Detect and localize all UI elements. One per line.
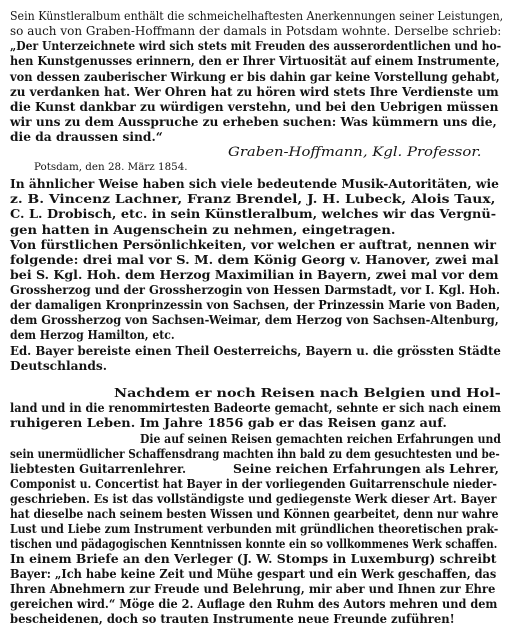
text-line: In einem Briefe an den Verleger (J. W. Stomps in Luxemburg) schreibt — [10, 552, 497, 566]
text-line: In ähnlicher Weise haben sich viele bedeutende Musik-Autoritäten, wie — [10, 177, 499, 191]
text-line: gen hatten in Augenschein zu nehmen, eingetragen. — [10, 223, 396, 237]
text-line: wir uns zu dem Ausspruche zu erheben suchen: Was kümmern uns die, — [10, 114, 497, 129]
text-line: Seine reichen Erfahrungen als Lehrer, — [233, 462, 499, 476]
text-line: z. B. Vincenz Lachner, Franz Brendel, J. H. Lubeck, Alois Taux, — [10, 192, 496, 206]
text-line: Componist u. Concertist hat Bayer in der vorliegenden Guitarrenschule nieder- — [10, 477, 497, 491]
text-line: Nachdem er noch Reisen nach Belgien und Hol- — [114, 386, 501, 400]
text-line: hat dieselbe nach seinem besten Wissen und Können gearbeitet, denn nur wahre — [10, 507, 499, 521]
text-line: sein unermüdlicher Schaffensdrang machten ihn bald zu dem gesuchtesten und be- — [10, 447, 500, 461]
text-line: bescheidenen, doch so trauten Instrumente neue Freunde zuführen! — [10, 612, 455, 626]
text-line: hen Kunstgenusses erinnern, den er Ihrer Virtuosität auf einem Instrumente, — [10, 53, 500, 68]
text-line: der damaligen Kronprinzessin von Sachsen, der Prinzessin Marie von Baden, — [10, 298, 501, 312]
text-line: so auch von Graben-Hoffmann der damals in Potsdam wohnte. Derselbe schrieb: — [10, 23, 502, 38]
text-line: dem Herzog Hamilton, etc. — [10, 328, 175, 342]
text-line: von dessen zauberischer Wirkung er bis dahin gar keine Vorstellung gehabt, — [10, 69, 500, 84]
text-line: geschrieben. Es ist das vollständigste und gediegenste Werk dieser Art. Bayer — [10, 492, 497, 506]
text-line: C. L. Drobisch, etc. in sein Künstleralbum, welches wir das Vergnü- — [10, 207, 497, 221]
text-line: die Kunst dankbar zu würdigen verstehn, und bei den Uebrigen müssen — [10, 99, 499, 114]
text-line: zu verdanken hat. Wer Ohren hat zu hören wird stets Ihre Verdienste um — [10, 84, 499, 99]
date-line: Potsdam, den 28. März 1854. — [34, 162, 188, 173]
text-line: bei S. Kgl. Hoh. dem Herzog Maximilian in Bayern, zwei mal vor dem — [10, 268, 499, 282]
text-line: Sein Künstleralbum enthält die schmeichelhaftesten Anerkennungen seiner Leistungen, — [10, 8, 504, 23]
text-line: Die auf seinen Reisen gemachten reichen Erfahrungen und — [140, 432, 501, 446]
signature: Graben-Hoffmann, Kgl. Professor. — [228, 145, 482, 160]
text-line: Ed. Bayer bereiste einen Theil Oesterreichs, Bayern u. die grössten Städte — [10, 344, 501, 358]
text-line: folgende: drei mal vor S. M. dem König Georg v. Hanover, zwei mal — [10, 253, 499, 267]
text-line: Grossherzog und der Grossherzogin von Hessen Darmstadt, vor I. Kgl. Hoh. — [10, 283, 500, 297]
text-line: Lust und Liebe zum Instrument verbunden mit gründlichen theoretischen prak- — [10, 522, 499, 536]
text-line: Deutschlands. — [10, 359, 107, 373]
text-line: dem Grossherzog von Sachsen-Weimar, dem Herzog von Sachsen-Altenburg, — [10, 313, 499, 327]
text-line: „Der Unterzeichnete wird sich stets mit Freuden des ausserordentlichen und ho- — [10, 38, 502, 53]
text-line: land und in die renommirtesten Badeorte gemacht, sehnte er sich nach einem — [10, 401, 501, 415]
text-line: die da draussen sind.“ — [10, 129, 163, 144]
text-line: gereichen wird.“ Möge die 2. Auflage den Ruhm des Autors mehren und dem — [10, 597, 498, 611]
text-line: Ihren Abnehmern zur Freude und Belehrung, mir aber und Ihnen zur Ehre — [10, 582, 496, 596]
text-line: Von fürstlichen Persönlichkeiten, vor welchen er auftrat, nennen wir — [10, 238, 497, 252]
text-line: liebtesten Guitarrenlehrer. — [10, 462, 187, 476]
text-line: Bayer: „Ich habe keine Zeit und Mühe gespart und ein Werk geschaffen, das — [10, 567, 497, 581]
text-line: ruhigeren Leben. Im Jahre 1856 gab er das Reisen ganz auf. — [10, 416, 447, 430]
text-line: tischen und pädagogischen Kenntnissen konnte ein so vollkommenes Werk schaffen. — [10, 537, 498, 551]
